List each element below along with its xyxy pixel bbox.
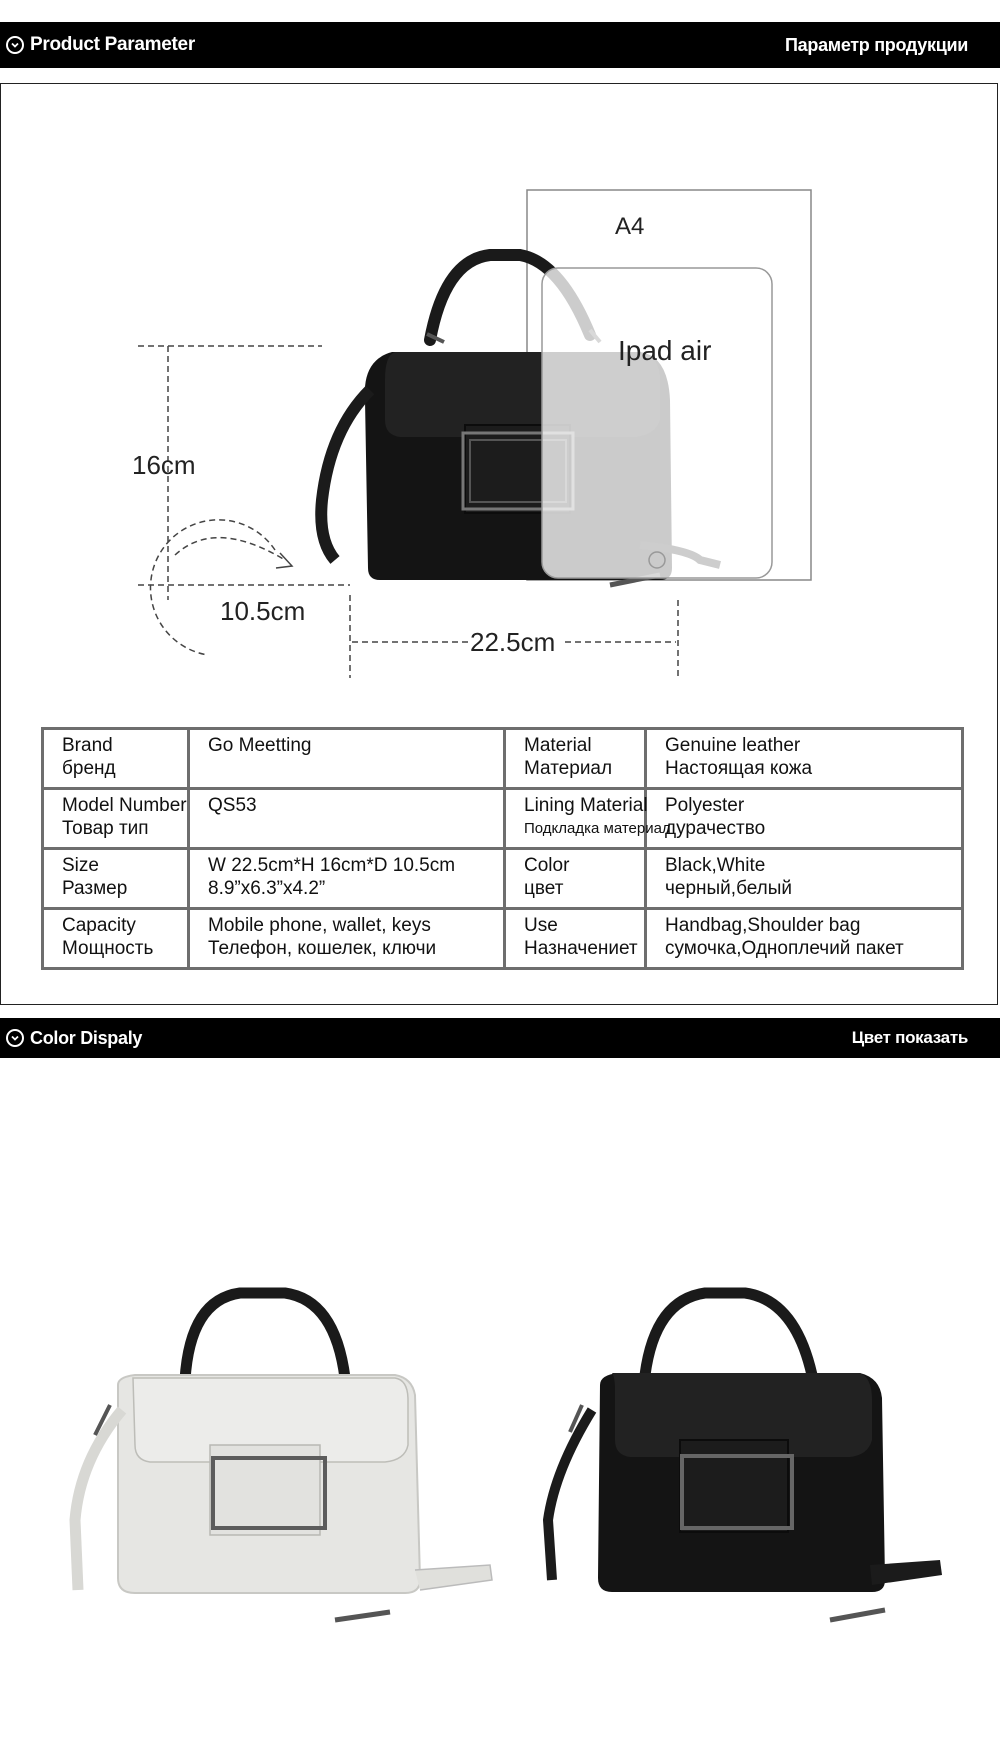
spec-value: QS53 [189, 789, 505, 849]
table-row [43, 789, 963, 849]
spec-value: Mobile phone, wallet, keys Телефон, кошелек, ключи [189, 909, 505, 969]
spec-key: Lining Material Подкладка материал [505, 789, 646, 849]
table-row [43, 849, 963, 909]
spec-value: W 22.5cm*H 16cm*D 10.5cm 8.9”x6.3”x4.2” [189, 849, 505, 909]
chevron-down-icon [6, 1029, 24, 1047]
height-label: 16cm [132, 450, 196, 480]
section-title-ru: Цвет показать [851, 1028, 968, 1047]
white-bag-image [75, 1293, 492, 1620]
black-bag-image [548, 1293, 942, 1620]
section-title: Product Parameter [30, 34, 195, 55]
spec-key: Color цвет [505, 849, 646, 909]
color-display [0, 1260, 1000, 1660]
a4-label: A4 [615, 213, 645, 240]
spec-value: Black,White черный,белый [646, 849, 963, 909]
section-title-ru: Параметр продукции [785, 35, 968, 55]
ipad-outline [542, 268, 772, 578]
spec-value: Handbag,Shoulder bag сумочка,Одноплечий пакет [646, 909, 963, 969]
spec-value: Go Meetting [189, 729, 505, 789]
spec-value: Genuine leather Настоящая кожа [646, 729, 963, 789]
spec-key: Size Размер [43, 849, 189, 909]
width-label: 22.5cm [470, 627, 556, 657]
spec-table [41, 727, 964, 970]
table-row [43, 729, 963, 789]
section-title: Color Dispaly [30, 1027, 143, 1048]
table-row [43, 909, 963, 969]
spec-key: Material Материал [505, 729, 646, 789]
ipad-label: Ipad air [618, 335, 712, 366]
spec-key: Use Назначениет [505, 909, 646, 969]
spec-value: Polyester дурачество [646, 789, 963, 849]
spec-key: Model Number Товар тип [43, 789, 189, 849]
spec-key: Brand бренд [43, 729, 189, 789]
color-display-header [0, 1018, 1000, 1058]
depth-label: 10.5cm [220, 596, 306, 626]
spec-key: Capacity Мощность [43, 909, 189, 969]
